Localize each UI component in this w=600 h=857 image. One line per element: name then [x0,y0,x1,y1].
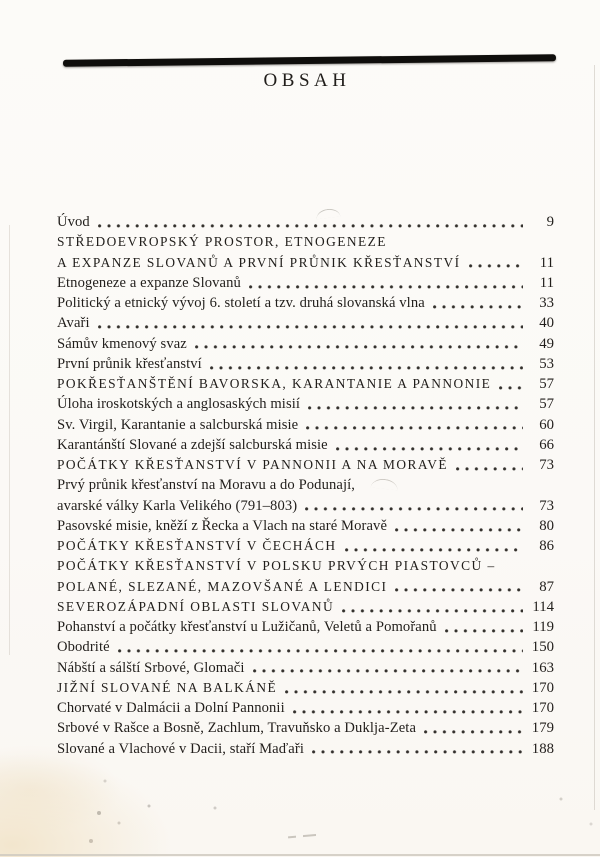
toc-entry [57,496,554,516]
page-title: OBSAH [263,70,351,91]
toc-entry-title: POKŘESŤANŠTĚNÍ BAVORSKA, KARANTANIE A PANNONIE [57,376,492,391]
toc-entry-page-number: 53 [539,355,554,372]
toc-entry-page-number: 170 [531,700,554,716]
toc-entry-title: POLANÉ, SLEZANÉ, MAZOVŠANÉ A LENDICI [57,578,388,594]
dot-leader [305,507,523,511]
toc-entry-title: Úloha iroskotských a anglosaských misií [57,396,301,413]
toc-entry [57,516,554,536]
toc-entry-title: avarské války Karla Velikého (791–803) [57,497,298,514]
dot-leader [433,305,523,309]
toc-entry-page-number: 188 [531,740,554,757]
toc-entry [57,334,554,354]
dot-leader [98,224,523,228]
dot-leader [345,548,523,552]
scan-speckles [0,0,2,2]
toc-entry [57,435,554,455]
toc-entry [57,698,554,718]
toc-entry [57,232,554,252]
toc-entry-title: Politický a etnický vývoj 6. století a tzv. druhá slovanská vlna [57,295,425,311]
toc-entry-title: A EXPANZE SLOVANŮ A PRVNÍ PRŮNIK KŘESŤANSTVÍ [57,254,461,270]
toc-entry-title: Pohanství a počátky křesťanství u Lužičanů, Veletů a Pomořanů [57,619,437,635]
toc-entry [57,597,554,617]
toc-entry [57,536,554,556]
toc-entry [57,718,554,738]
toc-entry-title: Slované a Vlachové v Dacii, staří Maďaři [57,740,304,757]
toc-entry-page-number: 179 [531,720,554,737]
dot-leader [308,406,523,410]
scan-smudge-bottom [288,834,320,839]
toc-entry [57,455,554,475]
toc-entry-page-number: 86 [539,538,554,554]
toc-entry [57,617,554,637]
table-of-contents [57,212,554,759]
dot-leader [336,447,523,451]
toc-entry-title: POČÁTKY KŘESŤANSTVÍ V PANNONII A NA MORAVĚ [57,457,448,472]
toc-entry [57,394,554,414]
toc-entry-page-number: 11 [539,274,554,291]
dot-leader [249,285,523,289]
toc-entry [57,415,554,435]
dot-leader [395,528,523,532]
dot-leader [195,345,523,349]
dot-leader [312,750,523,754]
toc-entry [57,212,554,232]
dot-leader [395,588,523,592]
toc-entry-title: Sámův kmenový svaz [57,335,187,352]
toc-entry-page-number: 119 [532,619,554,635]
toc-entry-title: Srbové v Rašce a Bosně, Zachlum, Travuňsko a Duklja-Zeta [57,720,417,737]
toc-entry-page-number: 114 [532,598,554,615]
toc-entry [57,678,554,698]
dot-leader [342,609,523,613]
toc-entry-page-number: 9 [546,214,554,230]
dot-leader [499,386,523,390]
toc-entry-title: Karantánští Slované a zdejší salcburská misie [57,436,328,453]
toc-entry-page-number: 11 [539,254,554,271]
toc-entry [57,273,554,293]
toc-entry-page-number: 87 [539,578,554,595]
toc-entry-page-number: 57 [539,396,554,413]
dot-leader [424,730,523,734]
toc-entry-title: Úvod [57,214,90,230]
toc-entry-title: První průnik křesťanství [57,355,202,372]
toc-entry-title: Sv. Virgil, Karantanie a salcburská misie [57,416,299,433]
toc-entry [57,354,554,374]
toc-entry-title: Prvý průnik křesťanství na Moravu a do Podunají, [57,477,356,494]
toc-entry-title: POČÁTKY KŘESŤANSTVÍ V POLSKU PRVÝCH PIASTOVCŮ – [57,558,496,574]
dot-leader [445,629,523,633]
toc-entry [57,374,554,394]
toc-entry-page-number: 40 [539,315,554,332]
toc-entry-title: POČÁTKY KŘESŤANSTVÍ V ČECHÁCH [57,538,337,553]
dot-leader [118,649,523,653]
dot-leader [285,690,523,694]
toc-entry-page-number: 60 [539,416,554,433]
dot-leader [293,710,523,714]
toc-entry-title: Etnogeneze a expanze Slovanů [57,274,241,291]
toc-entry-page-number: 33 [539,295,554,311]
scan-right-edge-line [594,65,595,810]
toc-entry-page-number: 170 [531,679,554,696]
dot-leader [253,669,523,673]
toc-entry-page-number: 163 [531,659,554,676]
toc-entry [57,637,554,657]
toc-entry-page-number: 150 [531,639,554,656]
scan-top-edge-bar [63,54,556,67]
dot-leader [98,325,523,329]
dot-leader [210,366,523,370]
toc-entry [57,253,554,273]
dot-leader [456,467,523,471]
toc-entry [57,577,554,597]
dot-leader [306,426,523,430]
toc-entry-title: STŘEDOEVROPSKÝ PROSTOR, ETNOGENEZE [57,234,387,250]
toc-entry-page-number: 66 [539,436,554,453]
toc-entry-title: Avaři [57,315,90,332]
toc-entry-title: Nábští a sálští Srbové, Glomači [57,659,245,676]
scan-bottom-edge-line [0,854,600,856]
toc-entry-page-number: 80 [539,517,554,534]
toc-entry [57,739,554,759]
toc-entry-title: Chorvaté v Dalmácii a Dolní Pannonii [57,700,285,716]
toc-entry-page-number: 57 [539,376,554,392]
toc-entry-title: JIŽNÍ SLOVANÉ NA BALKÁNĚ [57,679,278,695]
toc-entry [57,293,554,313]
toc-entry [57,556,554,576]
toc-entry-page-number: 73 [539,457,554,473]
toc-entry [57,658,554,678]
toc-entry-page-number: 49 [539,335,554,352]
toc-entry-title: SEVEROZÁPADNÍ OBLASTI SLOVANŮ [57,598,335,614]
scan-left-edge-line [9,225,10,655]
dot-leader [469,264,524,268]
toc-entry-page-number: 73 [539,497,554,514]
toc-entry-title: Obodrité [57,639,110,656]
toc-entry-title: Pasovské misie, kněží z Řecka a Vlach na staré Moravě [57,517,388,534]
toc-entry [57,475,554,495]
toc-entry [57,313,554,333]
